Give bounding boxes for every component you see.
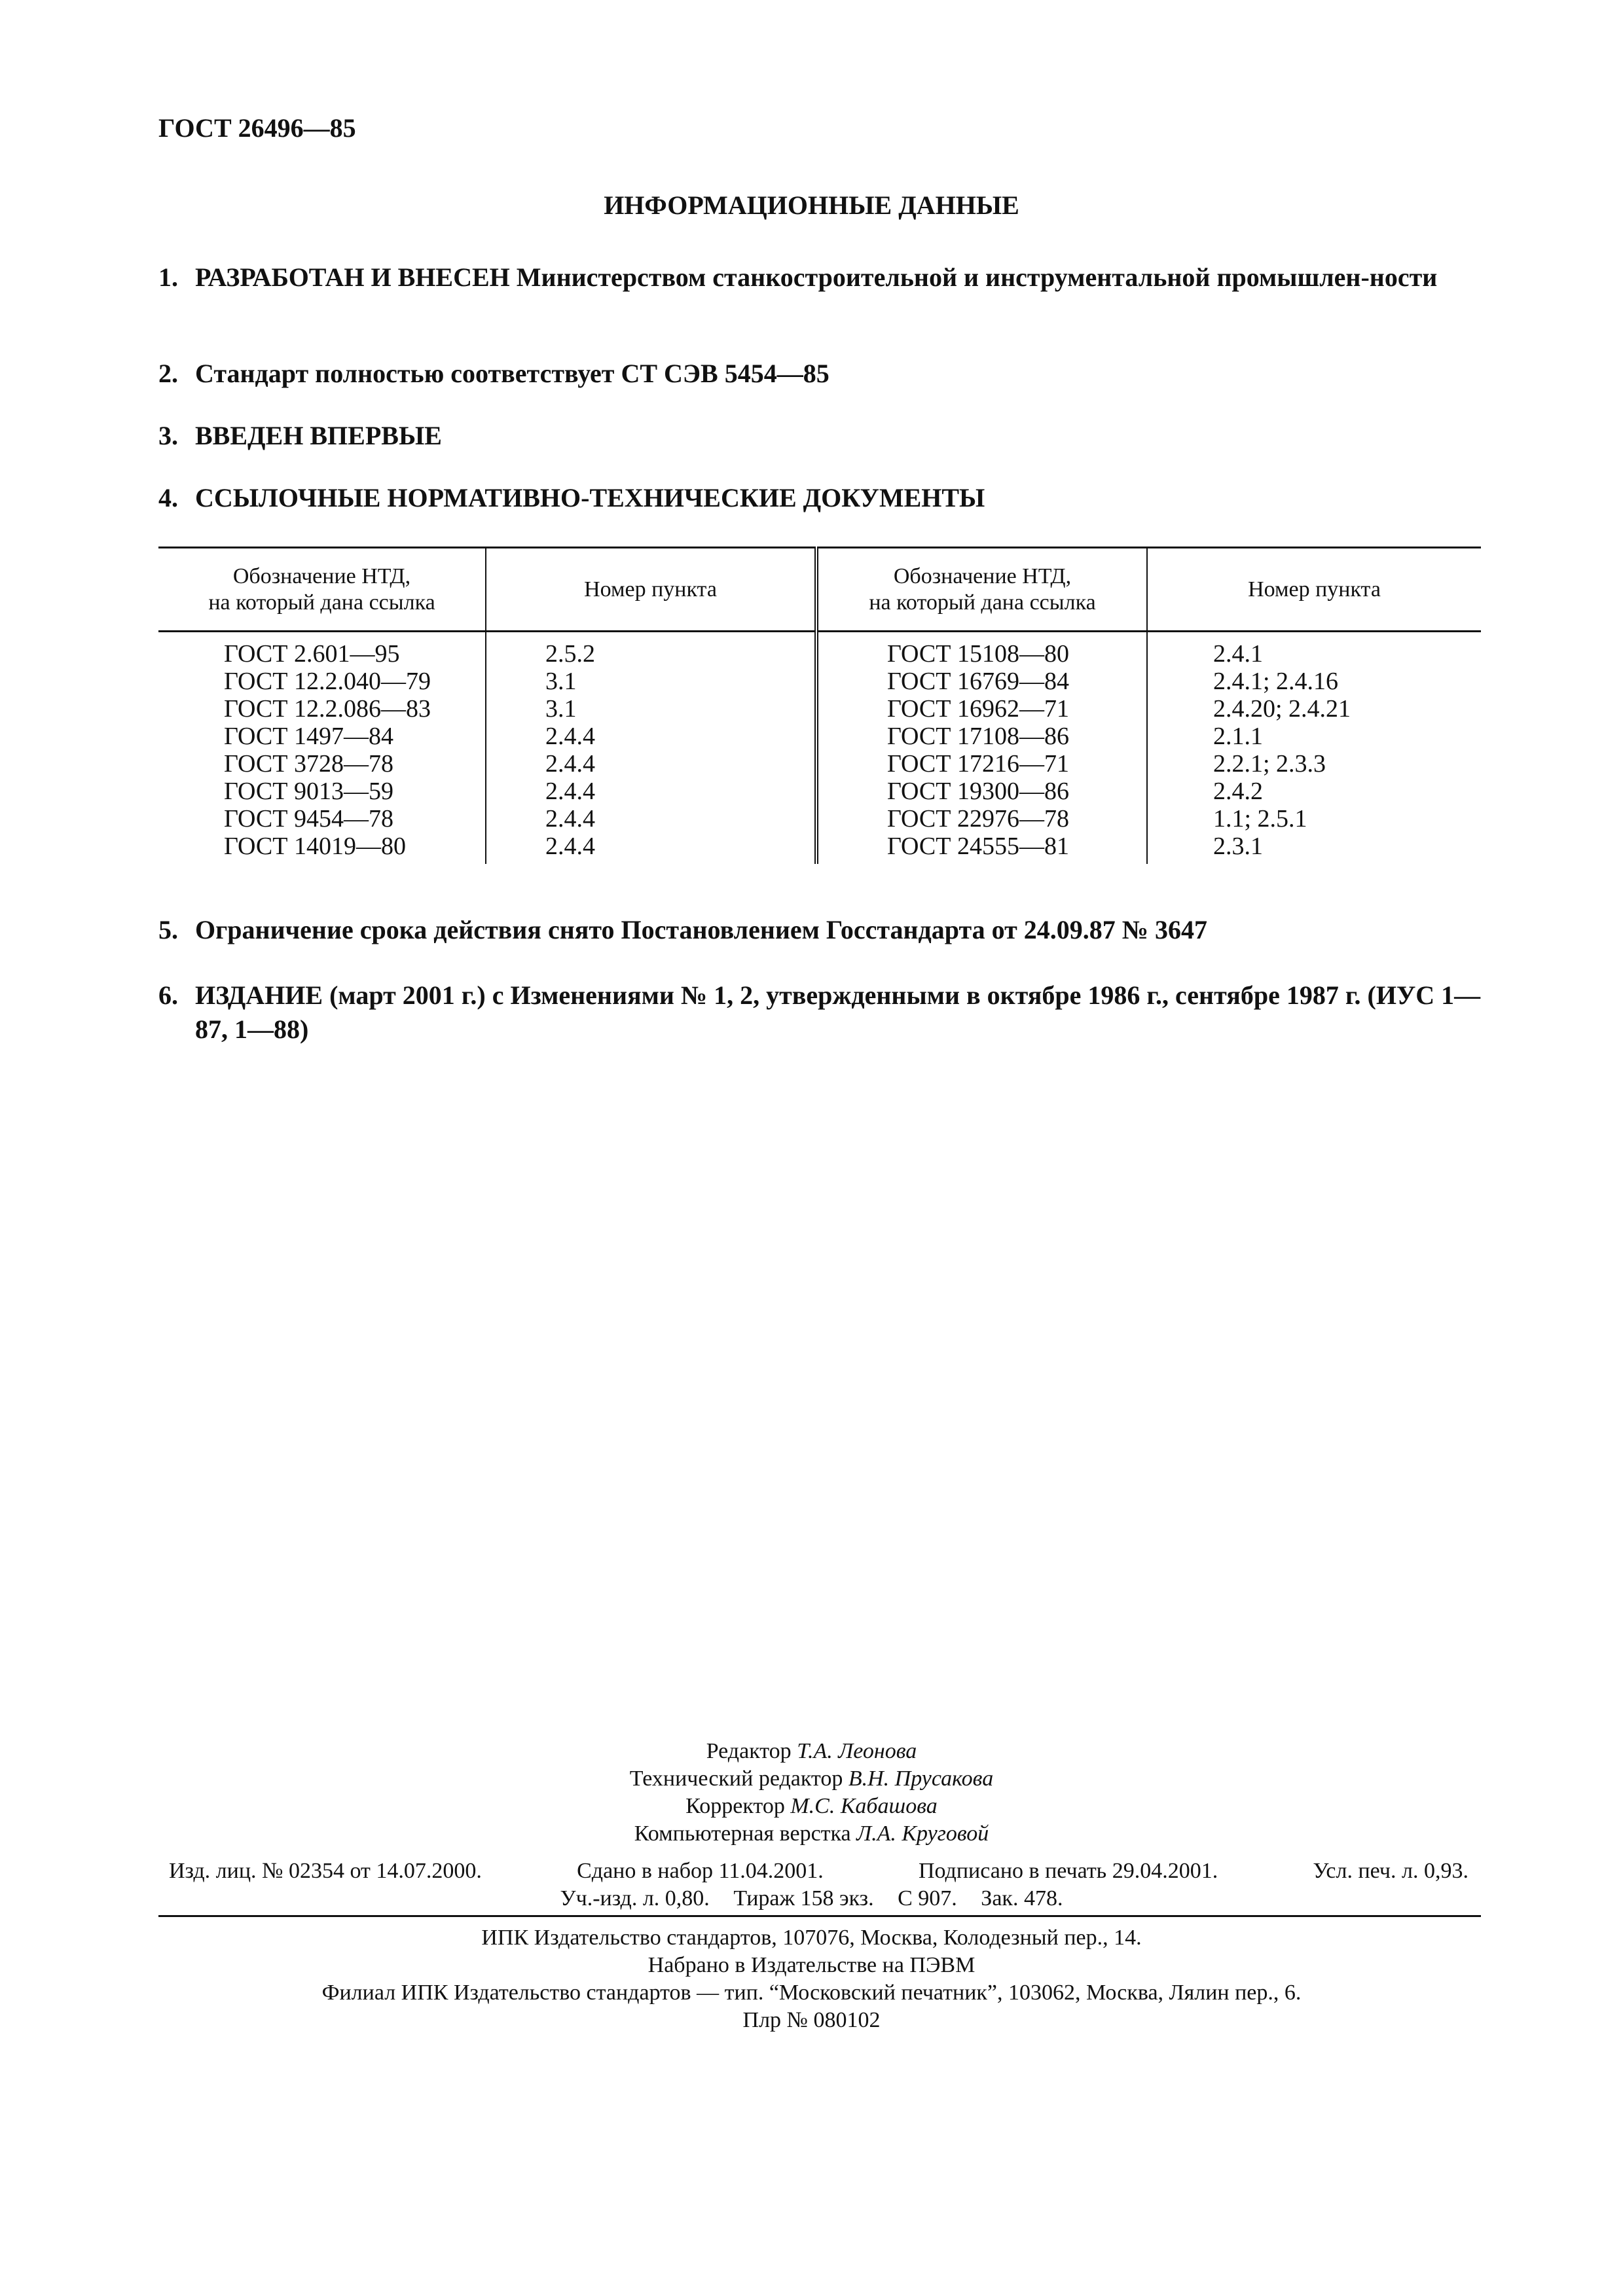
print-details-row-1: [169, 1857, 1468, 1885]
item-text: Стандарт полностью соответствует СТ СЭВ 5454—85: [195, 359, 830, 388]
info-item-1: [158, 260, 1481, 295]
table-cell: ГОСТ 24555—81: [887, 833, 1069, 860]
item-text: Ограничение срока действия снято Постановлением Госстандарта от 24.09.87 № 3647: [195, 915, 1207, 944]
reference-documents-table: [158, 547, 1481, 864]
table-cell: 3.1: [545, 695, 577, 723]
table-cell: ГОСТ 16962—71: [887, 695, 1069, 723]
publisher-line: Набрано в Издательстве на ПЭВМ: [647, 1953, 976, 1977]
item-number: 3.: [158, 421, 178, 450]
credit-proofreader: [0, 1793, 1623, 1820]
table-cell: ГОСТ 3728—78: [224, 750, 393, 778]
table-cell: 2.2.1; 2.3.3: [1213, 750, 1326, 778]
credit-role: Технический редактор: [629, 1767, 843, 1791]
publisher-line: Филиал ИПК Издательство стандартов — тип. “Московский печатник”, 103062, Москва, Лялин пер., 6.: [321, 1981, 1302, 2005]
info-item-3: [158, 419, 1481, 453]
info-item-4: [158, 481, 1481, 515]
table-cell: ГОСТ 22976—78: [887, 805, 1069, 833]
item-text: ВВЕДЕН ВПЕРВЫЕ: [195, 421, 442, 450]
table-cell: ГОСТ 1497—84: [224, 723, 393, 750]
table-cell: ГОСТ 14019—80: [224, 833, 406, 860]
publisher-line: Плр № 080102: [742, 2008, 881, 2032]
publisher-imprint: [0, 1924, 1623, 2034]
table-cell: 2.4.1; 2.4.16: [1213, 668, 1339, 695]
print-details-row-2: [0, 1885, 1623, 1912]
table-cell: ГОСТ 12.2.040—79: [224, 668, 431, 695]
table-cell: 2.4.20; 2.4.21: [1213, 695, 1351, 723]
table-cell: 2.4.4: [545, 833, 595, 860]
credit-role: Компьютерная верстка: [634, 1821, 851, 1846]
table-cell: ГОСТ 9013—59: [224, 778, 393, 805]
table-cell: 2.4.4: [545, 778, 595, 805]
item-number-column-left: [486, 632, 816, 865]
header-item-number-left: Номер пункта: [486, 548, 816, 632]
table-cell: ГОСТ 17108—86: [887, 723, 1069, 750]
order-number: Зак. 478.: [981, 1886, 1063, 1910]
table-header-row: [158, 548, 1481, 632]
document-code: ГОСТ 26496—85: [158, 113, 356, 143]
header-item-number-right: Номер пункта: [1147, 548, 1481, 632]
table-cell: ГОСТ 16769—84: [887, 668, 1069, 695]
credit-name: Л.А. Круговой: [856, 1821, 989, 1846]
info-item-5: [158, 913, 1481, 947]
table-cell: ГОСТ 15108—80: [887, 640, 1069, 668]
table-cell: ГОСТ 12.2.086—83: [224, 695, 431, 723]
table-cell: 2.1.1: [1213, 723, 1263, 750]
publisher-line: ИПК Издательство стандартов, 107076, Москва, Колодезный пер., 14.: [481, 1926, 1142, 1950]
signed-for-print: Подписано в печать 29.04.2001.: [918, 1859, 1218, 1883]
c-code: С 907.: [898, 1886, 957, 1910]
designation-column-left: [158, 632, 486, 865]
print-run: Тираж 158 экз.: [733, 1886, 874, 1910]
header-line: Обозначение НТД,: [232, 564, 411, 588]
item-text: ИЗДАНИЕ (март 2001 г.) с Изменениями № 1, 2, утвержденными в октябре 1986 г., сентябре 1987 г. (ИУС 1—87, 1—88): [195, 980, 1481, 1044]
table-cell: 2.4.4: [545, 750, 595, 778]
item-text: РАЗРАБОТАН И ВНЕСЕН Министерством станкостроительной и инструментальной промышлен-ности: [195, 262, 1438, 292]
header-line: Обозначение НТД,: [893, 564, 1072, 588]
publishing-license: Изд. лиц. № 02354 от 14.07.2000.: [169, 1859, 482, 1883]
item-number: 6.: [158, 980, 178, 1010]
item-text: ССЫЛОЧНЫЕ НОРМАТИВНО-ТЕХНИЧЕСКИЕ ДОКУМЕНТЫ: [195, 483, 985, 512]
header-designation-right: [816, 548, 1147, 632]
header-line: на который дана ссылка: [208, 590, 435, 615]
header-line: на который дана ссылка: [869, 590, 1096, 615]
table-cell: 2.5.2: [545, 640, 595, 668]
table-cell: 2.4.4: [545, 723, 595, 750]
footer-divider: [158, 1915, 1481, 1917]
table-cell: 2.3.1: [1213, 833, 1263, 860]
item-number: 4.: [158, 483, 178, 512]
credit-layout: [0, 1820, 1623, 1848]
credit-name: Т.А. Леонова: [797, 1739, 917, 1763]
table-cell: 1.1; 2.5.1: [1213, 805, 1307, 833]
printed-sheets: Усл. печ. л. 0,93.: [1313, 1859, 1468, 1883]
credit-role: Корректор: [685, 1794, 785, 1818]
credit-name: М.С. Кабашова: [790, 1794, 938, 1818]
designation-column-right: [816, 632, 1147, 865]
item-number: 5.: [158, 915, 178, 944]
table-cell: 2.4.2: [1213, 778, 1263, 805]
sent-to-typesetting: Сдано в набор 11.04.2001.: [577, 1859, 824, 1883]
table-cell: ГОСТ 9454—78: [224, 805, 393, 833]
credit-role: Редактор: [706, 1739, 792, 1763]
credit-tech-editor: [0, 1765, 1623, 1793]
info-item-2: [158, 357, 1481, 391]
publisher-sheets: Уч.-изд. л. 0,80.: [560, 1886, 710, 1910]
item-number: 2.: [158, 359, 178, 388]
item-number: 1.: [158, 262, 178, 292]
header-designation-left: [158, 548, 486, 632]
table-cell: 2.4.1: [1213, 640, 1263, 668]
table-cell: ГОСТ 17216—71: [887, 750, 1069, 778]
table-cell: ГОСТ 19300—86: [887, 778, 1069, 805]
item-number-column-right: [1147, 632, 1481, 865]
credit-name: В.Н. Прусакова: [848, 1767, 994, 1791]
editorial-credits: [0, 1738, 1623, 1848]
table-cell: 2.4.4: [545, 805, 595, 833]
table-cell: ГОСТ 2.601—95: [224, 640, 400, 668]
section-title: ИНФОРМАЦИОННЫЕ ДАННЫЕ: [604, 190, 1019, 220]
credit-editor: [0, 1738, 1623, 1765]
table-row: [158, 632, 1481, 865]
info-item-6: [158, 978, 1481, 1047]
table-cell: 3.1: [545, 668, 577, 695]
